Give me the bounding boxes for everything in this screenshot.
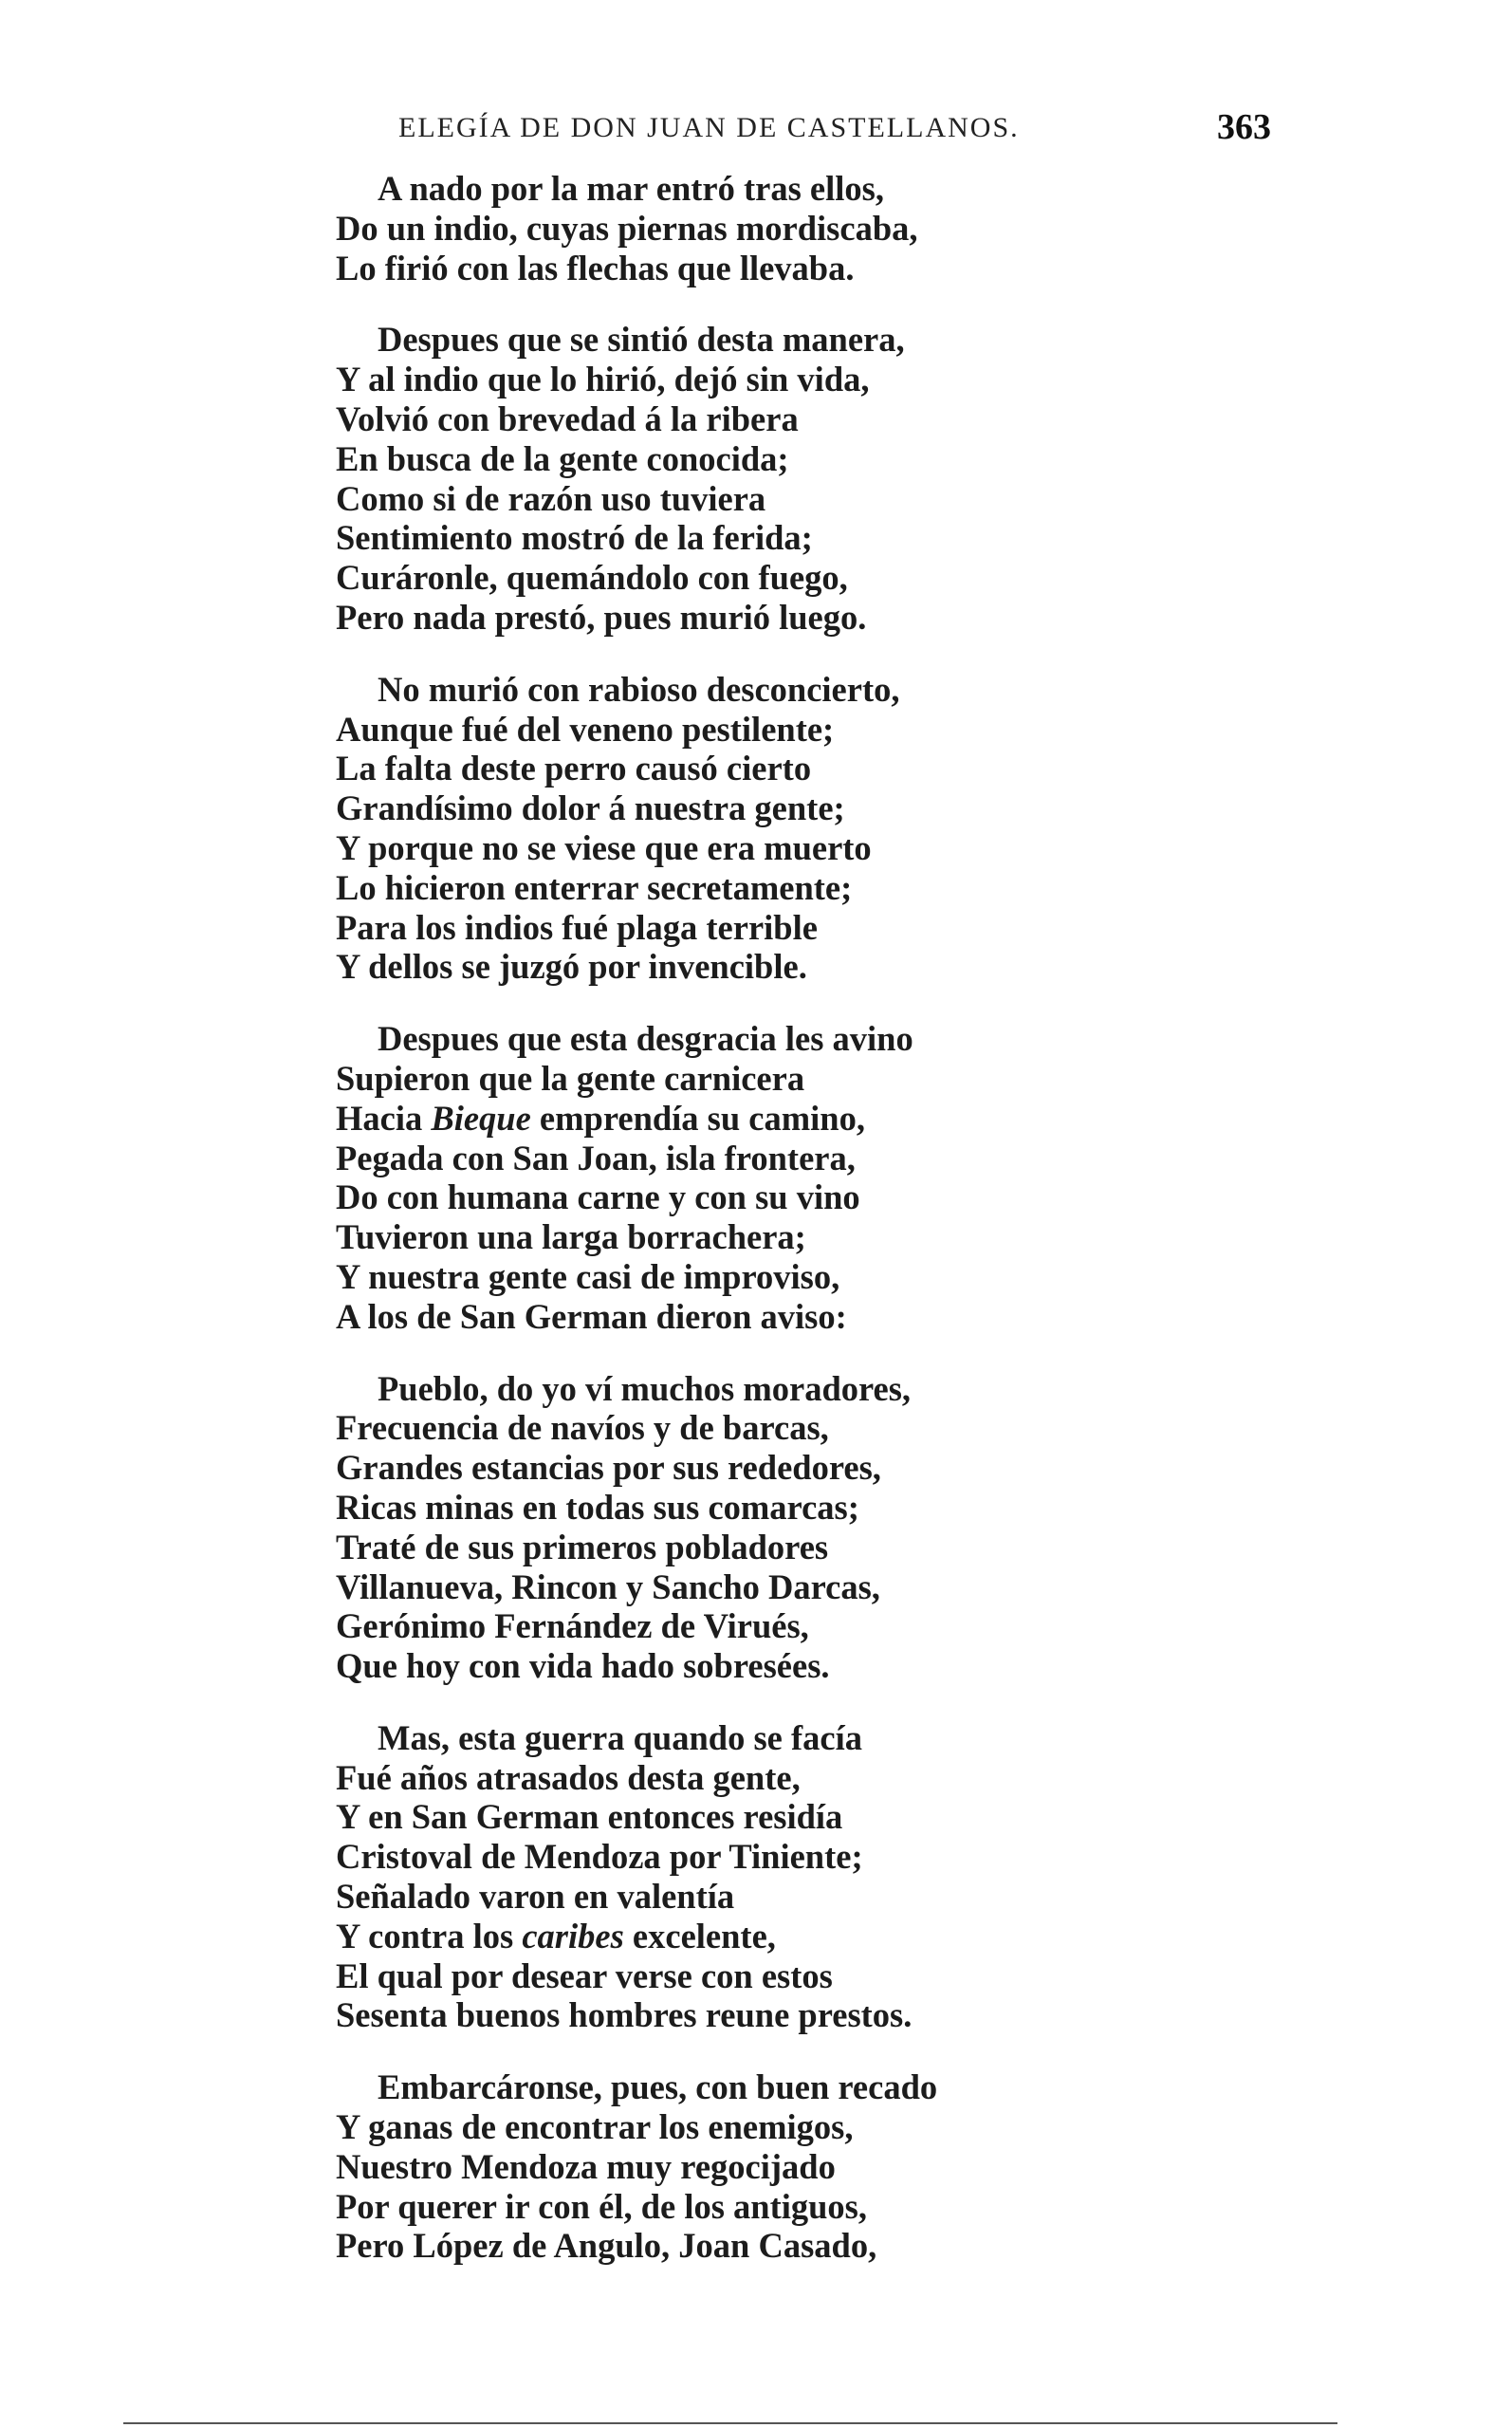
verse-line: Nuestro Mendoza muy regocijado xyxy=(336,2146,836,2186)
italic-word: caribes xyxy=(522,1916,624,1955)
stanza xyxy=(336,1718,1284,2035)
italic-word: Bieque xyxy=(431,1098,531,1138)
stanza xyxy=(336,169,1284,287)
verse-line: La falta deste perro causó cierto xyxy=(336,749,812,788)
verse-line: Embarcáronse, pues, con buen recado xyxy=(378,2067,938,2107)
verse-line: Do con humana carne y con su vino xyxy=(336,1177,860,1217)
verse-line: Supieron que la gente carnicera xyxy=(336,1058,805,1098)
verse-line: Y porque no se viese que era muerto xyxy=(336,827,872,867)
verse-line: Despues que se sintió desta manera, xyxy=(378,320,905,360)
page-number: 363 xyxy=(1217,107,1271,147)
verse-line: Por querer ir con él, de los antiguos, xyxy=(336,2186,868,2226)
verse-line: Gerónimo Fernández de Virués, xyxy=(336,1606,809,1646)
verse-line: A los de San German dieron aviso: xyxy=(336,1296,847,1336)
verse-line: Sentimiento mostró de la ferida; xyxy=(336,518,813,558)
verse-line: Para los indios fué plaga terrible xyxy=(336,907,818,947)
verse-line: Y contra los caribes excelente, xyxy=(336,1916,776,1955)
stanza xyxy=(336,1019,1284,1336)
verse-line: Villanueva, Rincon y Sancho Darcas, xyxy=(336,1566,880,1606)
verse-line: Grandísimo dolor á nuestra gente; xyxy=(336,788,845,828)
bottom-rule xyxy=(123,2422,1337,2424)
verse-line: Y nuestra gente casi de improviso, xyxy=(336,1256,840,1296)
verse-line: Hacia Bieque emprendía su camino, xyxy=(336,1098,865,1138)
running-title: ELEGÍA DE DON JUAN DE CASTELLANOS. xyxy=(398,112,1020,143)
verse-line: Curáronle, quemándolo con fuego, xyxy=(336,558,848,598)
verse-line: Pueblo, do yo ví muchos moradores, xyxy=(378,1368,912,1408)
verse-line: Que hoy con vida hado sobresées. xyxy=(336,1646,830,1686)
verse-line: Cristoval de Mendoza por Tiniente; xyxy=(336,1837,863,1877)
verse-line: Aunque fué del veneno pestilente; xyxy=(336,709,835,749)
verse-line: Frecuencia de navíos y de barcas, xyxy=(336,1408,829,1448)
stanza xyxy=(336,1369,1284,1686)
verse-line: Lo hicieron enterrar secretamente; xyxy=(336,867,853,907)
verse-line: Pero López de Angulo, Joan Casado, xyxy=(336,2226,877,2266)
verse-line: Pegada con San Joan, isla frontera, xyxy=(336,1138,856,1177)
verse-line: Y al indio que lo hirió, dejó sin vida, xyxy=(336,360,870,399)
verse-line: A nado por la mar entró tras ellos, xyxy=(378,169,884,208)
verse-line: Mas, esta guerra quando se facía xyxy=(378,1717,862,1757)
verse-line: Y dellos se juzgó por invencible. xyxy=(336,947,807,987)
verse-line: Sesenta buenos hombres reune prestos. xyxy=(336,1995,913,2035)
verse-line: Grandes estancias por sus rededores, xyxy=(336,1448,881,1488)
stanza xyxy=(336,2067,1284,2266)
verse-line: Fué años atrasados desta gente, xyxy=(336,1757,801,1797)
verse-line: Despues que esta desgracia les avino xyxy=(378,1019,913,1059)
verse-line: Como si de razón uso tuviera xyxy=(336,478,766,518)
verse-line: Y en San German entonces residía xyxy=(336,1797,843,1837)
verse-line: Pero nada prestó, pues murió luego. xyxy=(336,597,867,637)
verse-line: No murió con rabioso desconcierto, xyxy=(378,669,900,709)
stanza xyxy=(336,670,1284,987)
verse-line: Traté de sus primeros pobladores xyxy=(336,1527,829,1566)
verse-line: El qual por desear verse con estos xyxy=(336,1955,833,1995)
verse-line: En busca de la gente conocida; xyxy=(336,438,789,478)
verse-line: Ricas minas en todas sus comarcas; xyxy=(336,1487,859,1527)
verse-line: Lo firió con las flechas que llevaba. xyxy=(336,248,855,287)
stanza xyxy=(336,320,1284,637)
verse-line: Y ganas de encontrar los enemigos, xyxy=(336,2107,854,2147)
verse-line: Tuvieron una larga borrachera; xyxy=(336,1217,806,1257)
verse-line: Do un indio, cuyas piernas mordiscaba, xyxy=(336,208,918,248)
verse-line: Volvió con brevedad á la ribera xyxy=(336,398,799,438)
poem-body xyxy=(336,169,1284,2298)
verse-line: Señalado varon en valentía xyxy=(336,1877,735,1917)
